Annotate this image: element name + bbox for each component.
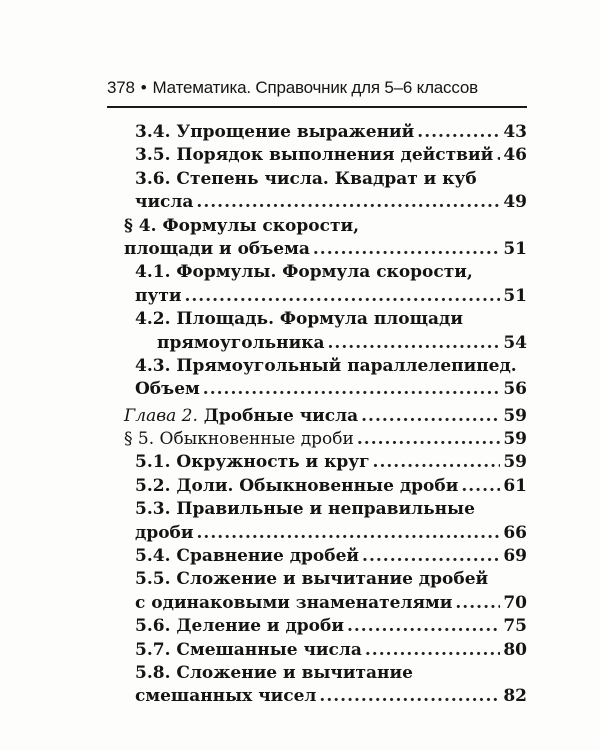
toc-leader (184, 285, 500, 308)
toc-entry-3-6-line1[interactable] (107, 168, 527, 191)
toc-title: 3.4. Упрощение выражений (135, 122, 415, 142)
toc-leader (361, 405, 500, 428)
toc-title: 5.3. Правильные и неправильные (135, 499, 475, 520)
toc-page: 59 (503, 405, 527, 426)
toc-page: 70 (503, 592, 527, 613)
toc-page: 82 (503, 686, 527, 707)
toc-entry-4-3-line2[interactable] (107, 378, 527, 401)
toc-entry-4-2-line2[interactable] (107, 332, 527, 355)
toc-title: 4.1. Формулы. Формула скорости, (135, 262, 473, 283)
toc-page: 46 (503, 145, 527, 166)
toc-leader (313, 238, 500, 261)
table-of-contents (107, 121, 527, 709)
toc-entry-4-2-line1[interactable] (107, 308, 527, 331)
header-book-title: Математика. Справочник для 5–6 классов (152, 78, 478, 97)
toc-page: 56 (503, 379, 527, 400)
toc-title: 5.5. Сложение и вычитание дробей (135, 569, 489, 590)
toc-entry-3-5[interactable] (107, 144, 527, 167)
toc-page: 51 (503, 238, 527, 259)
toc-title: 5.7. Смешанные числа (135, 639, 362, 660)
toc-page: 80 (503, 639, 527, 660)
toc-title-cont: с одинаковыми знаменателями (135, 592, 453, 613)
toc-leader (319, 685, 500, 708)
running-header (107, 78, 478, 98)
toc-entry-5-8-line2[interactable] (107, 685, 527, 708)
toc-page: 54 (503, 332, 527, 353)
toc-entry-5-7[interactable] (107, 639, 527, 662)
toc-leader (357, 428, 500, 451)
toc-title: § 4. Формулы скорости, (124, 215, 360, 236)
toc-page: 75 (503, 616, 527, 637)
toc-leader (197, 522, 501, 545)
toc-leader (496, 144, 500, 167)
toc-title-cont: числа (135, 192, 194, 213)
toc-entry-5-5-line1[interactable] (107, 568, 527, 591)
toc-entry-5-3-line2[interactable] (107, 522, 527, 545)
toc-paragraph-4-line1[interactable] (107, 215, 527, 238)
toc-title: 5.4. Сравнение дробей (135, 546, 360, 567)
toc-title-cont: пути (135, 285, 182, 306)
toc-entry-3-4[interactable] (107, 121, 527, 144)
toc-title: 5.8. Сложение и вычитание (135, 662, 413, 683)
toc-leader (455, 592, 500, 615)
toc-title: 5.6. Деление и дроби (135, 616, 344, 637)
toc-page: 61 (503, 475, 527, 496)
toc-title: 3.6. Степень числа. Квадрат и куб (135, 168, 477, 189)
toc-page: 59 (503, 452, 527, 473)
toc-title: 3.5. Порядок выполнения действий (135, 145, 494, 166)
toc-title-cont: площади и объема (124, 238, 310, 259)
toc-leader (196, 191, 500, 214)
toc-title: 5.1. Окружность и круг (135, 452, 370, 473)
toc-leader (365, 639, 500, 662)
toc-page: 59 (503, 429, 527, 450)
toc-entry-5-8-line1[interactable] (107, 662, 527, 685)
header-page-number: 378 (107, 78, 135, 97)
header-rule (107, 106, 527, 108)
toc-paragraph-5[interactable] (107, 428, 527, 451)
toc-entry-5-4[interactable] (107, 545, 527, 568)
toc-leader (417, 121, 500, 144)
toc-leader (347, 615, 500, 638)
toc-entry-5-3-line1[interactable] (107, 498, 527, 521)
toc-chapter-title (124, 405, 358, 428)
toc-entry-5-6[interactable] (107, 615, 527, 638)
toc-leader (461, 475, 500, 498)
toc-leader (362, 545, 500, 568)
toc-leader (203, 378, 501, 401)
toc-entry-5-2[interactable] (107, 475, 527, 498)
toc-entry-4-1-line1[interactable] (107, 261, 527, 284)
toc-entry-5-5-line2[interactable] (107, 592, 527, 615)
toc-title-cont: прямоугольника (157, 332, 325, 353)
toc-page: 49 (503, 192, 527, 213)
toc-entry-5-1[interactable] (107, 451, 527, 474)
chapter-label: Глава 2. (124, 405, 198, 426)
toc-page: 51 (503, 285, 527, 306)
toc-page: 69 (503, 546, 527, 567)
toc-title-cont: дроби (135, 522, 194, 543)
chapter-title: Дробные числа (203, 405, 359, 426)
header-bullet: • (140, 78, 147, 97)
toc-entry-4-1-line2[interactable] (107, 285, 527, 308)
toc-page: 43 (503, 122, 527, 142)
toc-page: 66 (503, 522, 527, 543)
toc-paragraph-4-line2[interactable] (107, 238, 527, 261)
toc-leader (373, 451, 501, 474)
toc-title: 4.2. Площадь. Формула площади (135, 309, 463, 330)
toc-title: 4.3. Прямоугольный параллелепипед. (135, 355, 517, 376)
toc-title: § 5. Обыкновенные дроби (124, 429, 354, 450)
toc-title: 5.2. Доли. Обыкновенные дроби (135, 475, 459, 496)
toc-entry-4-3-line1[interactable] (107, 355, 527, 378)
toc-leader (328, 332, 501, 355)
toc-title-cont: смешанных чисел (135, 686, 317, 707)
toc-chapter-2[interactable] (107, 405, 527, 428)
toc-title-cont: Объем (135, 379, 200, 400)
toc-entry-3-6-line2[interactable] (107, 191, 527, 214)
